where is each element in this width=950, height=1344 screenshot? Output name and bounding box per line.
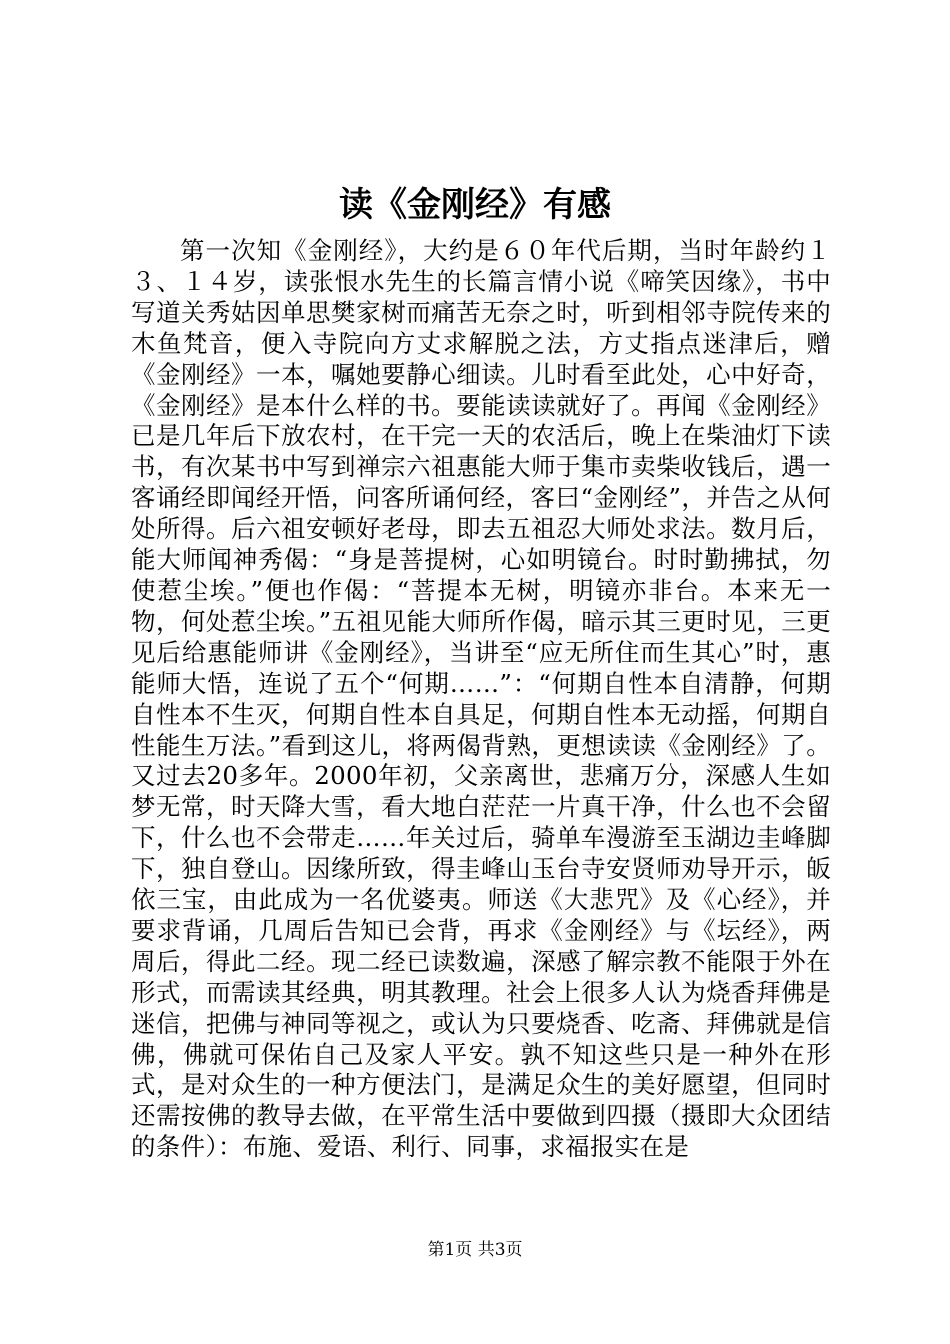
- body-paragraph: 第一次知《金刚经》，大约是６０年代后期，当时年龄约１３、１４岁，读张恨水先生的长篇言情小说《啼笑因缘》，书中写道关秀姑因单思樊家树而痛苦无奈之时，听到相邻寺院传来的木鱼梵音，便入寺院向方丈求解脱之法，方丈指点迷津后，赠《金刚经》一本，嘱她要静心细读。儿时看至此处，心中好奇，《金刚经》是本什么样的书。要能读读就好了。再闻《金刚经》已是几年后下放农村，在干完一天的农活后，晚上在柴油灯下读书，有次某书中写到禅宗六祖惠能大师于集市卖柴收钱后，遇一客诵经即闻经开悟，问客所诵何经，客曰“金刚经”，并告之从何处所得。后六祖安顿好老母，即去五祖忍大师处求法。数月后，能大师闻神秀偈：“身是菩提树，心如明镜台。时时勤拂拭，勿使惹尘埃。”便也作偈：“菩提本无树，明镜亦非台。本来无一物，何处惹尘埃。”五祖见能大师所作偈，暗示其三更时见，三更见后给惠能师讲《金刚经》，当讲至“应无所住而生其心”时，惠能师大悟，连说了五个“何期……”：“何期自性本自清静，何期自性本不生灭，何期自性本自具足，何期自性本无动摇，何期自性能生万法。”看到这儿，将两偈背熟，更想读读《金刚经》了。又过去20多年。2000年初，父亲离世，悲痛万分，深感人生如梦无常，时天降大雪，看大地白茫茫一片真干净，什么也不会留下，什么也不会带走……年关过后，骑单车漫游至玉湖边圭峰脚下，独自登山。因缘所致，得圭峰山玉台寺安贤师劝导开示，皈依三宝，由此成为一名优婆夷。师送《大悲咒》及《心经》，并要求背诵，几周后告知已会背，再求《金刚经》与《坛经》，两周后，得此二经。现二经已读数遍，深感了解宗教不能限于外在形式，而需读其经典，明其教理。社会上很多人认为烧香拜佛是迷信，把佛与神同等视之，或认为只要烧香、吃斋、拜佛就是信佛，佛就可保佑自己及家人平安。孰不知这些只是一种外在形式，是对众生的一种方便法门，是满足众生的美好愿望，但同时还需按佛的教导去做，在平常生活中要做到四摄（摄即大众团结的条件）：布施、爱语、利行、同事，求福报实在是: [131, 236, 831, 1162]
- document-title: 读《金刚经》有感: [339, 185, 611, 225]
- page-number-footer: 第1页 共3页: [427, 1240, 523, 1260]
